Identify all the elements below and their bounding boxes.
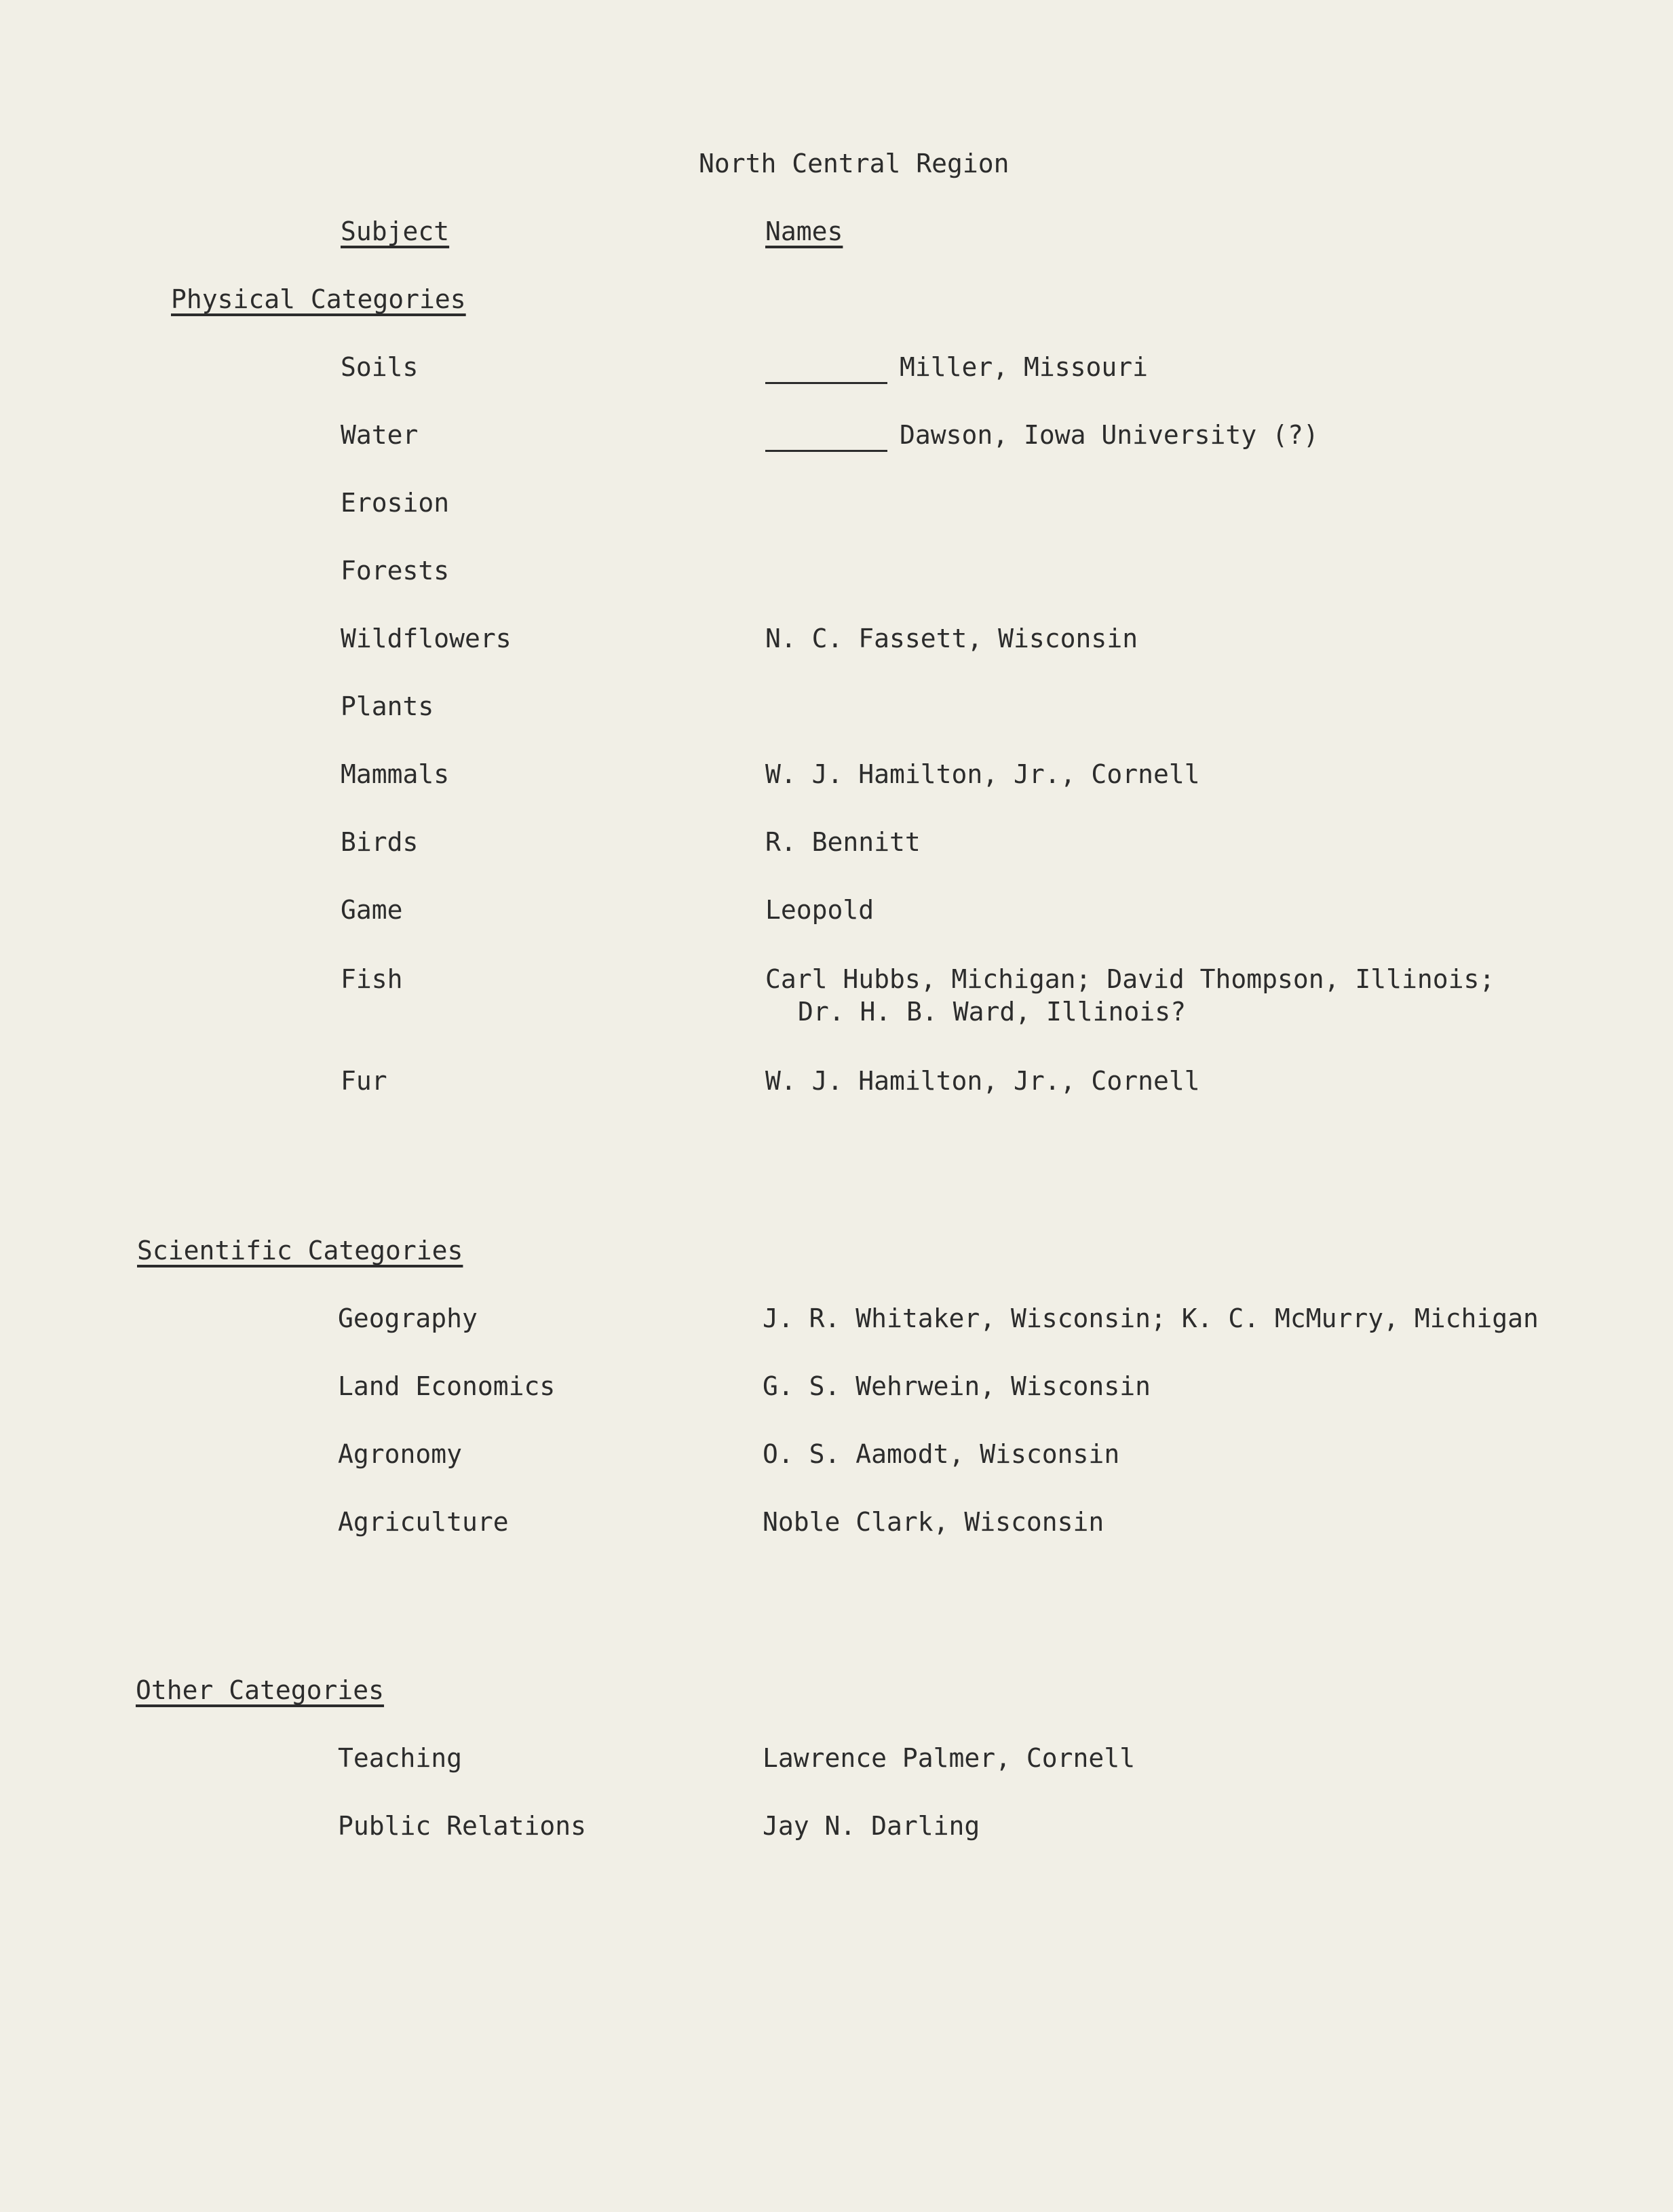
subject-fur: Fur (341, 1066, 387, 1096)
names-agriculture: Noble Clark, Wisconsin (763, 1507, 1104, 1537)
names-soils: Miller, Missouri (900, 352, 1149, 382)
subject-game: Game (341, 895, 403, 925)
section-heading-scientific: Scientific Categories (137, 1236, 463, 1265)
subject-agronomy: Agronomy (338, 1439, 463, 1469)
subject-column-header: Subject (341, 216, 450, 246)
section-heading-other: Other Categories (136, 1675, 385, 1705)
subject-agriculture: Agriculture (338, 1507, 509, 1537)
blank-line (765, 450, 887, 452)
names-fur: W. J. Hamilton, Jr., Cornell (765, 1066, 1200, 1096)
names-geography: J. R. Whitaker, Wisconsin; K. C. McMurry, Michigan (763, 1303, 1539, 1333)
subject-plants: Plants (341, 691, 434, 721)
subject-wildflowers: Wildflowers (341, 624, 512, 653)
names-wildflowers: N. C. Fassett, Wisconsin (765, 624, 1138, 653)
names-public-relations: Jay N. Darling (763, 1811, 980, 1841)
names-water: Dawson, Iowa University (?) (900, 420, 1319, 450)
names-fish-continued: Dr. H. B. Ward, Illinois? (798, 997, 1186, 1027)
names-mammals: W. J. Hamilton, Jr., Cornell (765, 759, 1200, 789)
subject-mammals: Mammals (341, 759, 450, 789)
subject-fish: Fish (341, 964, 403, 994)
names-agronomy: O. S. Aamodt, Wisconsin (763, 1439, 1120, 1469)
subject-public-relations: Public Relations (338, 1811, 587, 1841)
subject-forests: Forests (341, 556, 450, 586)
names-column-header: Names (765, 216, 843, 246)
subject-erosion: Erosion (341, 488, 450, 518)
blank-line (765, 382, 887, 384)
names-birds: R. Bennitt (765, 827, 921, 857)
names-land-economics: G. S. Wehrwein, Wisconsin (763, 1371, 1151, 1401)
subject-geography: Geography (338, 1303, 478, 1333)
subject-birds: Birds (341, 827, 419, 857)
page-title: North Central Region (699, 149, 1009, 178)
names-teaching: Lawrence Palmer, Cornell (763, 1743, 1136, 1773)
subject-soils: Soils (341, 352, 419, 382)
names-game: Leopold (765, 895, 874, 925)
subject-land-economics: Land Economics (338, 1371, 556, 1401)
subject-teaching: Teaching (338, 1743, 463, 1773)
subject-water: Water (341, 420, 419, 450)
names-fish: Carl Hubbs, Michigan; David Thompson, Illinois; (765, 964, 1495, 994)
section-heading-physical: Physical Categories (171, 284, 466, 314)
